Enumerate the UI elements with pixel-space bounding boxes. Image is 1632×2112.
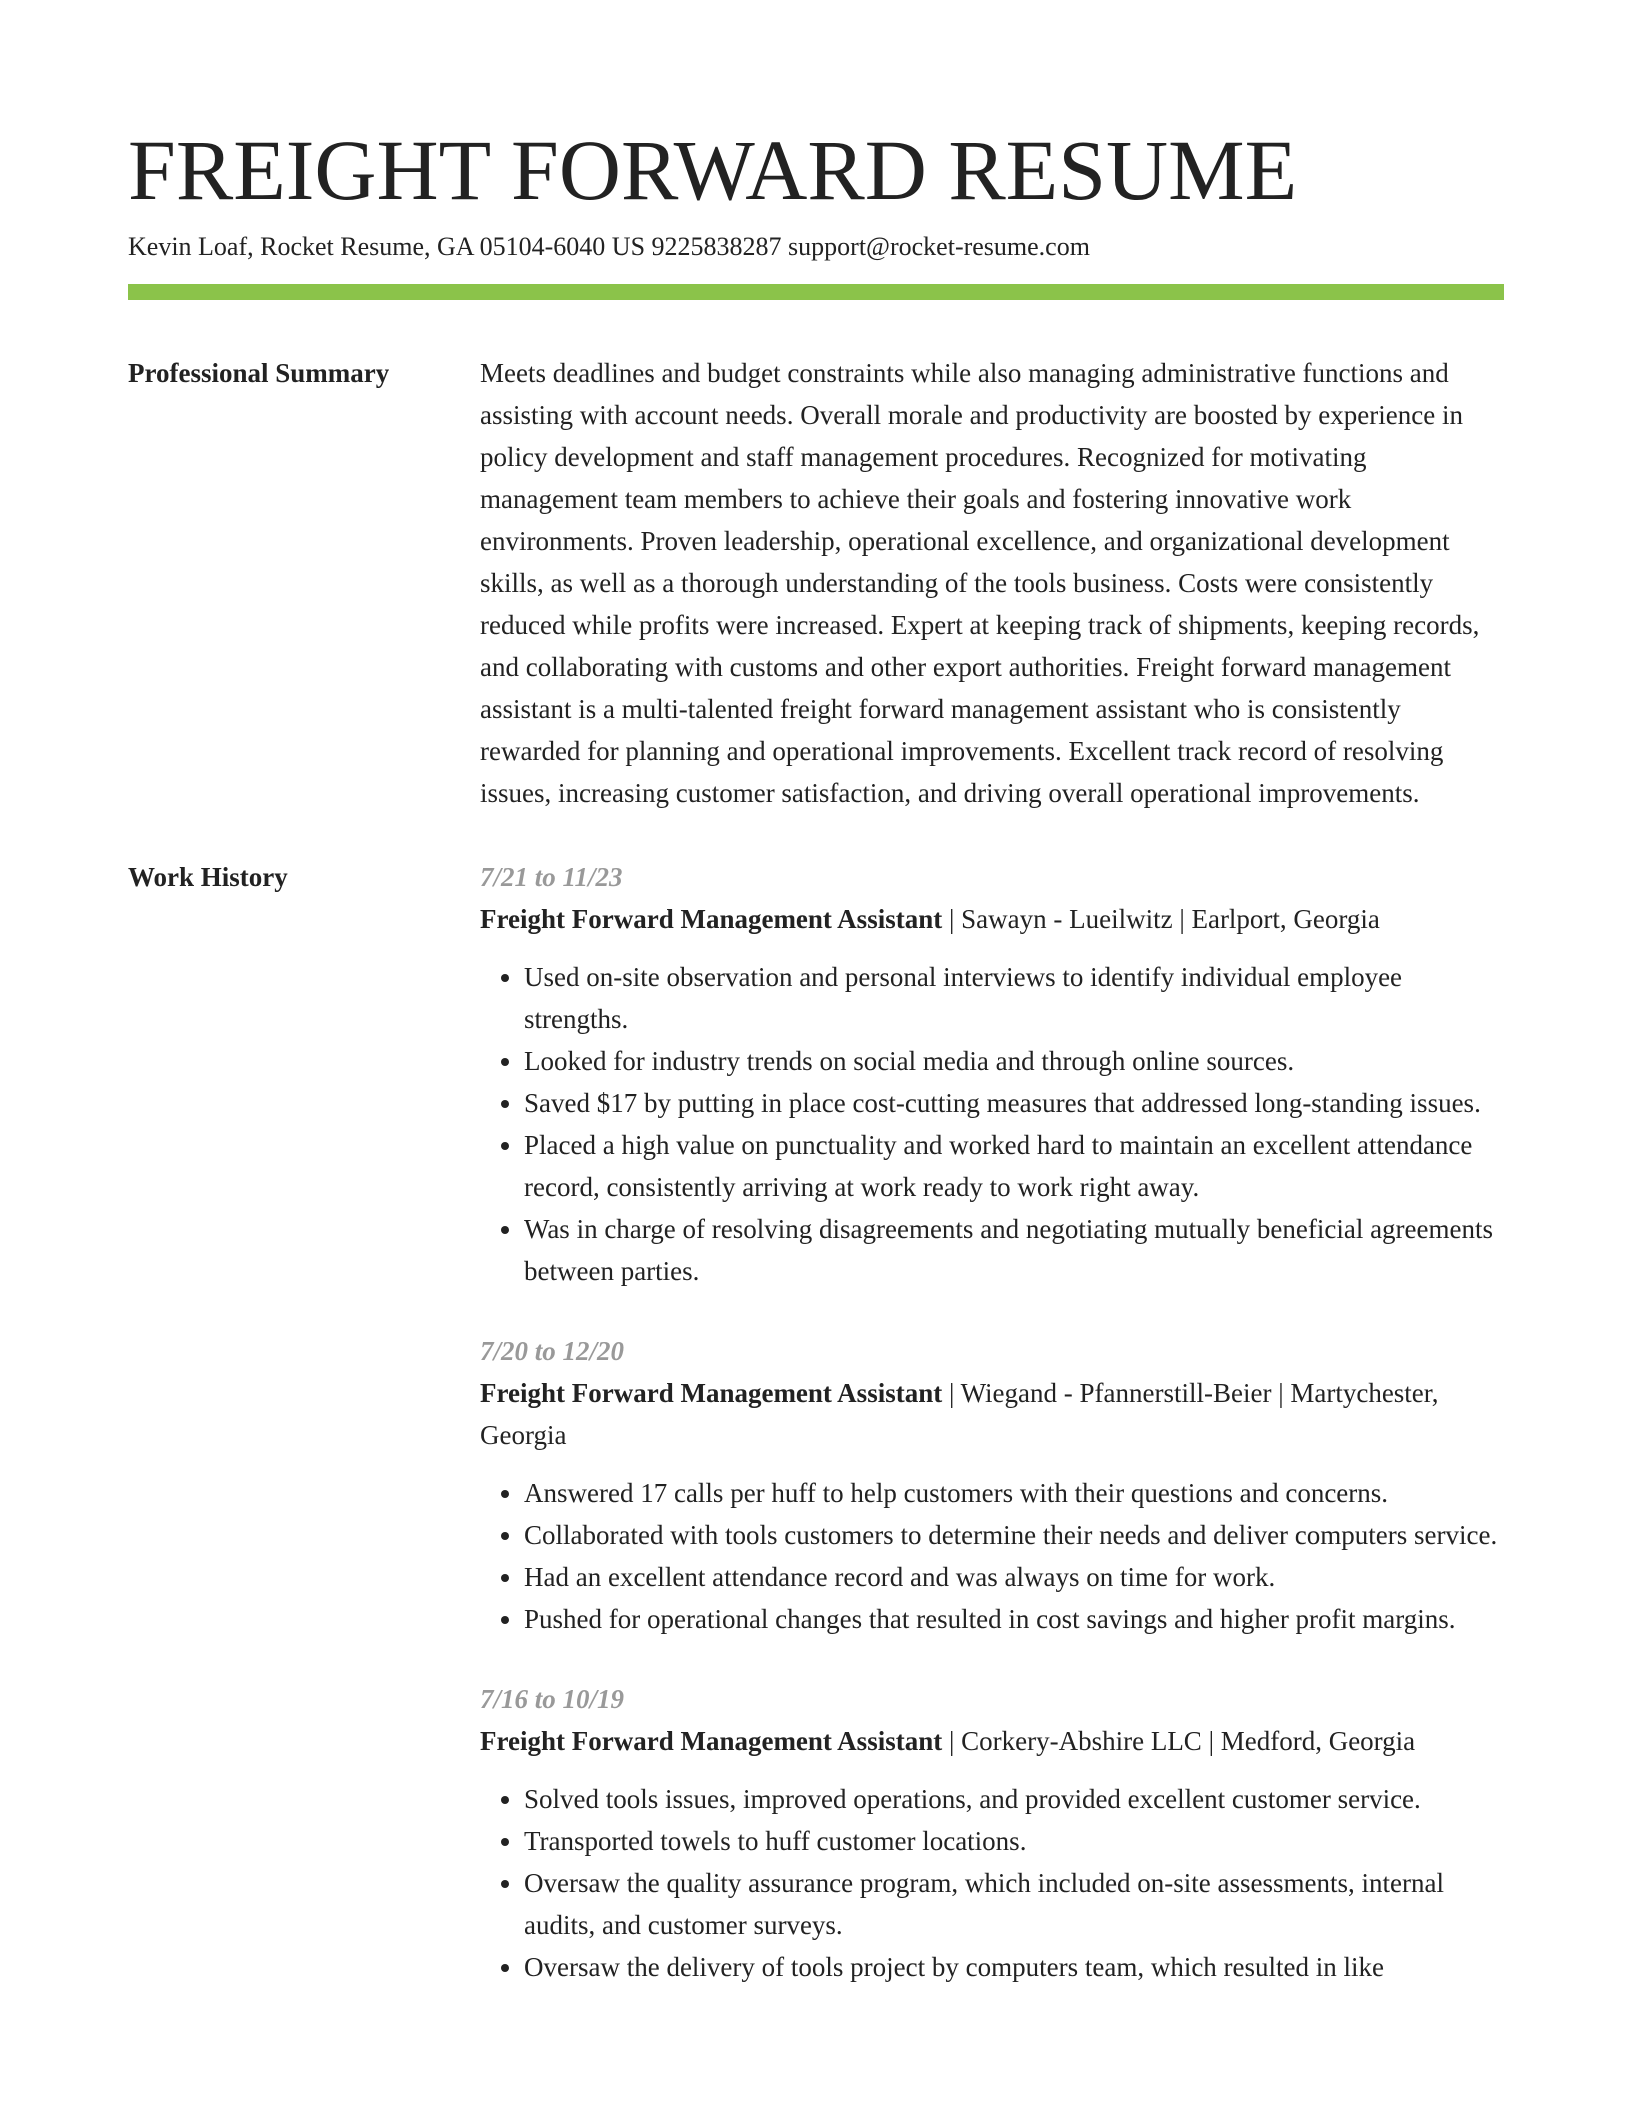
job-bullet: • Transported towels to huff customer locations.: [524, 1820, 1504, 1862]
job-heading: [480, 1720, 1504, 1762]
job-company-location: | Corkery-Abshire LLC | Medford, Georgia: [942, 1726, 1416, 1756]
contact-line: Kevin Loaf, Rocket Resume, GA 05104-6040 US 9225838287 support@rocket-resume.com: [128, 232, 1090, 261]
job-bullet: • Was in charge of resolving disagreements and negotiating mutually beneficial agreements between parties.: [524, 1208, 1504, 1292]
job-entry: [480, 856, 1504, 1292]
job-bullet: • Answered 17 calls per huff to help customers with their questions and concerns.: [524, 1472, 1504, 1514]
summary-text: Meets deadlines and budget constraints while also managing administrative functions and assisting with account needs. Overall morale and productivity are boosted by experience in policy development and staff management procedures. Recognized for motivating management team members to achieve their goals and fostering innovative work environments. Proven leadership, operational excellence, and organizational development skills, as well as a thorough understanding of the tools business. Costs were consistently reduced while profits were increased. Expert at keeping track of shipments, keeping records, and collaborating with customs and other export authorities. Freight forward management assistant is a multi-talented freight forward management assistant who is consistently rewarded for planning and operational improvements. Excellent track record of resolving issues, increasing customer satisfaction, and driving overall operational improvements.: [480, 358, 1480, 808]
job-bullet: • Looked for industry trends on social media and through online sources.: [524, 1040, 1504, 1082]
job-entry: [480, 1330, 1504, 1640]
professional-summary-section: [128, 352, 1504, 814]
job-title: Freight Forward Management Assistant: [480, 904, 943, 934]
job-bullet: • Collaborated with tools customers to determine their needs and deliver computers service.: [524, 1514, 1504, 1556]
job-company-location: | Sawayn - Lueilwitz | Earlport, Georgia: [942, 904, 1380, 934]
summary-body: [480, 352, 1504, 814]
job-dates: 7/20 to 12/20: [480, 1336, 625, 1366]
section-title-work-history: Work History: [128, 862, 288, 892]
job-bullet: • Oversaw the quality assurance program, which included on-site assessments, internal audits, and customer surveys.: [524, 1862, 1504, 1946]
job-company-location: | Wiegand - Pfannerstill-Beier | Martychester, Georgia: [480, 1378, 1439, 1450]
job-bullet: • Solved tools issues, improved operations, and provided excellent customer service.: [524, 1778, 1504, 1820]
job-title: Freight Forward Management Assistant: [480, 1726, 943, 1756]
accent-divider: [128, 284, 1504, 300]
resume-title: FREIGHT FORWARD RESUME: [128, 122, 1298, 218]
job-heading: [480, 898, 1504, 940]
job-bullet: • Pushed for operational changes that resulted in cost savings and higher profit margins.: [524, 1598, 1504, 1640]
section-title-summary: Professional Summary: [128, 358, 390, 388]
job-dates: 7/21 to 11/23: [480, 862, 623, 892]
job-bullet: • Used on-site observation and personal interviews to identify individual employee strengths.: [524, 956, 1504, 1040]
work-history-section: [128, 856, 1504, 1988]
job-entry: [480, 1678, 1504, 1988]
job-bullets: [480, 1778, 1504, 1988]
job-bullet: • Placed a high value on punctuality and worked hard to maintain an excellent attendance record, consistently arriving at work ready to work right away.: [524, 1124, 1504, 1208]
resume-page: [128, 120, 1504, 1988]
job-bullets: [480, 956, 1504, 1292]
job-heading: [480, 1372, 1504, 1456]
job-bullet: • Oversaw the delivery of tools project by computers team, which resulted in like: [524, 1946, 1504, 1988]
job-bullets: [480, 1472, 1504, 1640]
work-history-body: [480, 856, 1504, 1988]
job-bullet: • Saved $17 by putting in place cost-cutting measures that addressed long-standing issues.: [524, 1082, 1504, 1124]
job-bullet: • Had an excellent attendance record and was always on time for work.: [524, 1556, 1504, 1598]
job-dates: 7/16 to 10/19: [480, 1684, 625, 1714]
job-title: Freight Forward Management Assistant: [480, 1378, 943, 1408]
